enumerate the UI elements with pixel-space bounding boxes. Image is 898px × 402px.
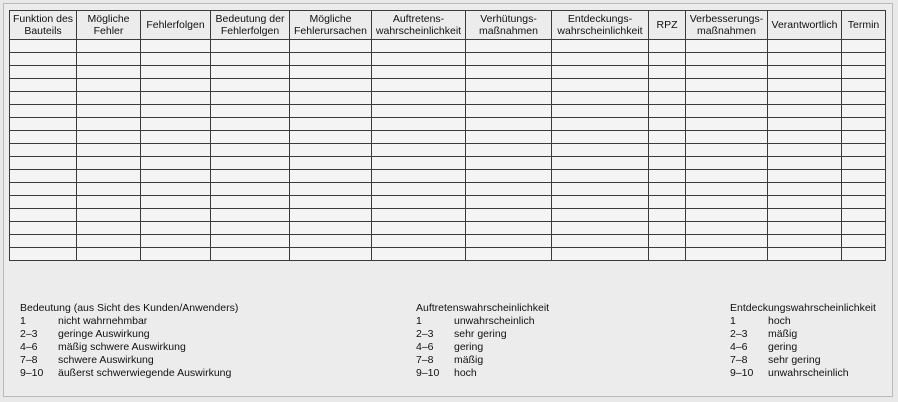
table-cell [290, 105, 372, 118]
table-cell [77, 183, 141, 196]
table-cell [842, 235, 886, 248]
table-cell [842, 196, 886, 209]
table-cell [686, 53, 768, 66]
table-cell [686, 157, 768, 170]
table-cell [211, 131, 290, 144]
table-cell [466, 53, 552, 66]
legend-key: 2–3 [20, 328, 38, 340]
table-cell [77, 40, 141, 53]
column-header: Verbesserungs-maßnahmen [686, 11, 768, 40]
table-cell [141, 235, 211, 248]
table-cell [290, 92, 372, 105]
table-cell [466, 92, 552, 105]
table-cell [77, 170, 141, 183]
table-cell [10, 118, 77, 131]
table-cell [141, 209, 211, 222]
table-cell [211, 66, 290, 79]
table-cell [686, 79, 768, 92]
table-cell [211, 144, 290, 157]
table-cell [686, 66, 768, 79]
table-cell [77, 131, 141, 144]
column-header: Fehlerfolgen [141, 11, 211, 40]
table-cell [141, 92, 211, 105]
table-cell [290, 79, 372, 92]
table-cell [842, 183, 886, 196]
legend-title: Auftretenswahrscheinlichkeit [416, 302, 550, 314]
legend-value: mäßig [768, 328, 798, 340]
table-cell [211, 105, 290, 118]
table-cell [552, 118, 649, 131]
table-cell [466, 196, 552, 209]
table-cell [10, 105, 77, 118]
table-cell [768, 40, 842, 53]
table-cell [466, 40, 552, 53]
table-cell [686, 248, 768, 261]
table-cell [649, 40, 686, 53]
table-cell [10, 92, 77, 105]
legend-value: gering [768, 341, 798, 353]
table-cell [141, 118, 211, 131]
table-cell [552, 79, 649, 92]
table-cell [372, 92, 466, 105]
legend-row [730, 315, 876, 328]
legend-key: 9–10 [20, 367, 44, 379]
table-cell [10, 79, 77, 92]
table-cell [649, 209, 686, 222]
table-row [10, 183, 886, 196]
table-cell [372, 66, 466, 79]
legend-title: Entdeckungswahrscheinlichkeit [730, 302, 876, 314]
table-cell [649, 235, 686, 248]
column-header: Entdeckungs-wahrscheinlichkeit [552, 11, 649, 40]
table-cell [768, 66, 842, 79]
table-cell [141, 144, 211, 157]
table-cell [211, 248, 290, 261]
table-cell [466, 170, 552, 183]
table-cell [290, 53, 372, 66]
table-cell [77, 157, 141, 170]
column-header: Termin [842, 11, 886, 40]
table-cell [686, 92, 768, 105]
table-cell [141, 66, 211, 79]
table-cell [686, 105, 768, 118]
legend-key: 7–8 [730, 354, 748, 366]
table-cell [10, 53, 77, 66]
legend-key: 2–3 [730, 328, 748, 340]
table-cell [372, 105, 466, 118]
legend-row [416, 367, 549, 380]
table-cell [211, 183, 290, 196]
legend-value: hoch [768, 315, 791, 327]
table-cell [466, 131, 552, 144]
table-cell [552, 157, 649, 170]
table-cell [211, 118, 290, 131]
table-cell [842, 222, 886, 235]
table-cell [77, 248, 141, 261]
table-cell [77, 53, 141, 66]
table-cell [552, 196, 649, 209]
table-cell [768, 144, 842, 157]
table-row [10, 222, 886, 235]
table-row [10, 105, 886, 118]
table-cell [842, 40, 886, 53]
table-cell [466, 248, 552, 261]
table-cell [466, 105, 552, 118]
legend-row [730, 328, 876, 341]
table-cell [686, 131, 768, 144]
table-cell [768, 209, 842, 222]
legend-title: Bedeutung (aus Sicht des Kunden/Anwenders) [20, 302, 239, 314]
table-cell [552, 209, 649, 222]
table-cell [77, 209, 141, 222]
table-cell [686, 183, 768, 196]
table-cell [686, 144, 768, 157]
column-header: Bedeutung der Fehlerfolgen [211, 11, 290, 40]
table-cell [466, 235, 552, 248]
table-cell [842, 170, 886, 183]
table-cell [77, 222, 141, 235]
table-cell [686, 222, 768, 235]
legend-value: sehr gering [454, 328, 507, 340]
table-cell [10, 157, 77, 170]
column-header: Mögliche Fehler [77, 11, 141, 40]
table-cell [10, 209, 77, 222]
legend-row [416, 354, 549, 367]
table-cell [686, 196, 768, 209]
legend-value: mäßig [454, 354, 484, 366]
legend-key: 1 [416, 315, 422, 327]
legend-key: 7–8 [20, 354, 38, 366]
table-cell [768, 248, 842, 261]
table-cell [466, 157, 552, 170]
table-cell [372, 183, 466, 196]
table-cell [466, 183, 552, 196]
table-row [10, 131, 886, 144]
legend-key: 1 [730, 315, 736, 327]
table-cell [10, 66, 77, 79]
table-cell [842, 131, 886, 144]
legend-value: mäßig schwere Auswirkung [58, 341, 186, 353]
legend-entdeckung [730, 302, 876, 380]
table-cell [211, 92, 290, 105]
table-cell [552, 53, 649, 66]
table-cell [77, 66, 141, 79]
table-cell [552, 235, 649, 248]
table-cell [552, 105, 649, 118]
table-cell [372, 144, 466, 157]
legend-row [20, 341, 238, 354]
table-cell [842, 105, 886, 118]
legend-key: 4–6 [730, 341, 748, 353]
table-cell [10, 222, 77, 235]
table-cell [372, 248, 466, 261]
table-cell [141, 40, 211, 53]
table-cell [141, 79, 211, 92]
table-cell [77, 92, 141, 105]
table-cell [141, 157, 211, 170]
table-cell [552, 222, 649, 235]
table-cell [842, 79, 886, 92]
table-cell [290, 248, 372, 261]
table-cell [768, 79, 842, 92]
table-cell [768, 196, 842, 209]
legend-auftreten [416, 302, 549, 380]
table-cell [372, 222, 466, 235]
table-cell [466, 79, 552, 92]
table-cell [768, 131, 842, 144]
table-cell [10, 196, 77, 209]
legend-bedeutung [20, 302, 238, 380]
table-cell [211, 222, 290, 235]
table-cell [686, 209, 768, 222]
legend-value: äußerst schwerwiegende Auswirkung [58, 367, 232, 379]
table-cell [372, 170, 466, 183]
table-cell [842, 157, 886, 170]
table-cell [211, 209, 290, 222]
table-cell [649, 131, 686, 144]
column-header: Verantwortlich [768, 11, 842, 40]
legend-value: sehr gering [768, 354, 821, 366]
table-row [10, 144, 886, 157]
table-cell [649, 183, 686, 196]
table-cell [211, 53, 290, 66]
table-cell [649, 157, 686, 170]
table-cell [290, 118, 372, 131]
table-cell [372, 209, 466, 222]
legend-row [20, 315, 238, 328]
table-cell [372, 131, 466, 144]
table-cell [768, 118, 842, 131]
table-cell [768, 105, 842, 118]
column-header: Mögliche Fehlerursachen [290, 11, 372, 40]
table-cell [372, 157, 466, 170]
table-cell [290, 235, 372, 248]
table-cell [290, 183, 372, 196]
table-cell [211, 157, 290, 170]
table-cell [141, 196, 211, 209]
table-cell [372, 196, 466, 209]
table-cell [768, 157, 842, 170]
table-cell [842, 209, 886, 222]
table-cell [552, 170, 649, 183]
table-cell [77, 105, 141, 118]
table-cell [649, 105, 686, 118]
table-cell [10, 40, 77, 53]
table-cell [372, 40, 466, 53]
table-cell [649, 118, 686, 131]
table-cell [290, 40, 372, 53]
table-cell [10, 248, 77, 261]
table-cell [211, 235, 290, 248]
legend-key: 4–6 [20, 341, 38, 353]
table-cell [211, 196, 290, 209]
table-cell [372, 235, 466, 248]
column-header: Funktion des Bauteils [10, 11, 77, 40]
table-cell [649, 222, 686, 235]
fmea-table [9, 10, 886, 261]
table-cell [649, 66, 686, 79]
table-body [10, 40, 886, 261]
table-cell [141, 222, 211, 235]
legend-value: unwahrscheinlich [454, 315, 535, 327]
table-cell [290, 222, 372, 235]
table-cell [768, 53, 842, 66]
legend-row [20, 354, 238, 367]
table-cell [211, 170, 290, 183]
table-cell [141, 131, 211, 144]
table-cell [768, 183, 842, 196]
table-cell [290, 209, 372, 222]
table-cell [552, 66, 649, 79]
table-cell [372, 79, 466, 92]
table-cell [10, 131, 77, 144]
table-cell [141, 248, 211, 261]
table-cell [372, 53, 466, 66]
table-cell [842, 92, 886, 105]
table-cell [649, 79, 686, 92]
table-cell [10, 235, 77, 248]
column-header: Verhütungs-maßnahmen [466, 11, 552, 40]
legend-value: nicht wahrnehmbar [58, 315, 148, 327]
legend-value: unwahrscheinlich [768, 367, 849, 379]
table-cell [211, 79, 290, 92]
table-cell [552, 40, 649, 53]
table-row [10, 248, 886, 261]
table-cell [552, 248, 649, 261]
table-cell [649, 170, 686, 183]
header-row [10, 11, 886, 40]
table-cell [842, 144, 886, 157]
legend-key: 9–10 [730, 367, 754, 379]
table-cell [10, 183, 77, 196]
table-row [10, 170, 886, 183]
legend-key: 1 [20, 315, 26, 327]
legend-row [416, 341, 549, 354]
table-cell [466, 144, 552, 157]
table-cell [842, 53, 886, 66]
table-cell [768, 235, 842, 248]
legend-key: 4–6 [416, 341, 434, 353]
legend-key: 7–8 [416, 354, 434, 366]
table-cell [10, 144, 77, 157]
table-row [10, 40, 886, 53]
table-cell [466, 66, 552, 79]
column-header: RPZ [649, 11, 686, 40]
table-cell [686, 40, 768, 53]
legend-row [730, 367, 876, 380]
legend-row [416, 315, 549, 328]
table-cell [466, 222, 552, 235]
table-cell [290, 144, 372, 157]
table-cell [466, 118, 552, 131]
legend-row [730, 341, 876, 354]
table-cell [649, 248, 686, 261]
table-cell [552, 144, 649, 157]
table-cell [768, 92, 842, 105]
table-cell [290, 157, 372, 170]
table-row [10, 66, 886, 79]
legend-key: 9–10 [416, 367, 440, 379]
table-cell [649, 144, 686, 157]
legend-value: schwere Auswirkung [58, 354, 154, 366]
table-cell [649, 196, 686, 209]
table-cell [842, 248, 886, 261]
table-row [10, 209, 886, 222]
table-cell [372, 118, 466, 131]
table-cell [552, 131, 649, 144]
table-cell [842, 118, 886, 131]
table-cell [211, 40, 290, 53]
table-row [10, 157, 886, 170]
table-cell [77, 196, 141, 209]
table-cell [141, 53, 211, 66]
table-cell [686, 118, 768, 131]
table-cell [842, 66, 886, 79]
table-cell [141, 170, 211, 183]
table-row [10, 196, 886, 209]
table-cell [649, 53, 686, 66]
legend-value: geringe Auswirkung [58, 328, 150, 340]
legend-row [730, 354, 876, 367]
table-cell [290, 66, 372, 79]
table-row [10, 79, 886, 92]
legend-value: hoch [454, 367, 477, 379]
table-row [10, 235, 886, 248]
table-cell [290, 131, 372, 144]
legend-row [20, 367, 238, 380]
legend-row [416, 328, 549, 341]
table-cell [77, 144, 141, 157]
table-cell [10, 170, 77, 183]
table-cell [77, 235, 141, 248]
table-cell [77, 118, 141, 131]
table-cell [141, 105, 211, 118]
table-row [10, 92, 886, 105]
table-cell [552, 92, 649, 105]
table-cell [466, 209, 552, 222]
column-header: Auftretens-wahrscheinlichkeit [372, 11, 466, 40]
legend-key: 2–3 [416, 328, 434, 340]
table-cell [686, 235, 768, 248]
table-cell [686, 170, 768, 183]
table-cell [768, 222, 842, 235]
legend-value: gering [454, 341, 484, 353]
table-cell [290, 196, 372, 209]
legend-row [20, 328, 238, 341]
table-row [10, 53, 886, 66]
table-cell [649, 92, 686, 105]
table-cell [290, 170, 372, 183]
table-cell [141, 183, 211, 196]
table-cell [768, 170, 842, 183]
table-cell [552, 183, 649, 196]
table-cell [77, 79, 141, 92]
table-row [10, 118, 886, 131]
